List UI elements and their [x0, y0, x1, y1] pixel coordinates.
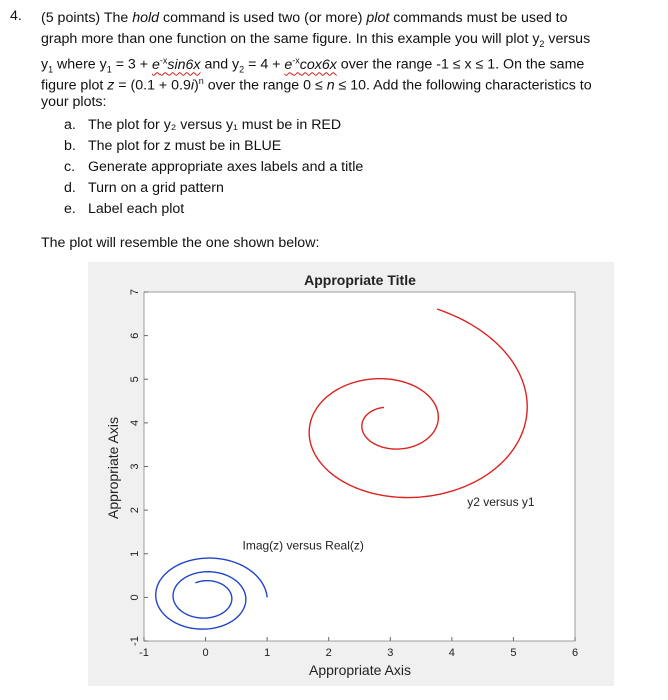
- x-tick-label: 4: [448, 647, 455, 659]
- annotation-y2-versus-y1: y2 versus y1: [467, 494, 535, 509]
- question-line-5: your plots:: [41, 94, 107, 110]
- list-item: c. Generate appropriate axes labels and a title: [64, 159, 364, 175]
- x-tick-label: 6: [571, 647, 579, 659]
- plot-area: [144, 292, 575, 641]
- question-line-1: (5 points) The hold command is used two (or more) plot commands must be used to: [41, 10, 568, 26]
- resemble-text: The plot will resemble the one shown below:: [41, 235, 320, 251]
- question-number: 4.: [10, 8, 22, 24]
- y-tick-label: 0: [129, 594, 141, 601]
- question-line-4: figure plot $z = (0.1 + 0.9i)^n$ over the range 0 ≤ n ≤ 10. Add the following characteristics to: [41, 76, 592, 94]
- list-item: e. Label each plot: [64, 201, 185, 217]
- question-line-2: graph more than one function on the same figure. In this example you will plot $y_2$ versus: [41, 31, 591, 49]
- x-tick-label: 0: [202, 647, 209, 659]
- chart-title: Appropriate Title: [304, 272, 416, 288]
- chart: [88, 262, 614, 686]
- y-axis-label: Appropriate Axis: [105, 417, 121, 519]
- list-item: d. Turn on a grid pattern: [64, 180, 224, 196]
- annotation-imag-versus-real: Imag(z) versus Real(z): [242, 538, 364, 553]
- list-item: b. The plot for z must be in BLUE: [64, 138, 282, 154]
- y-tick-label: 7: [129, 288, 141, 296]
- x-tick-label: 2: [325, 647, 332, 659]
- y-tick-label: 6: [129, 332, 141, 339]
- x-axis-label: Appropriate Axis: [309, 662, 411, 678]
- y-tick-label: 2: [129, 507, 141, 514]
- list-item: a. The plot for y₂ versus y₁ must be in RED: [64, 117, 342, 133]
- x-tick-label: 3: [387, 647, 394, 659]
- figure: [88, 262, 614, 686]
- y-tick-label: 5: [129, 376, 141, 383]
- x-tick-label: 1: [264, 647, 271, 659]
- y-tick-label: 4: [129, 419, 141, 426]
- x-tick-label: -1: [139, 647, 149, 659]
- y-tick-label: 1: [129, 550, 141, 557]
- question-line-3: $y_1$ where $y_1 = 3 + e^{-x}\sin 6x$ and $y_2 = 4 + e^{-x}cox6x$ over the range -1 ≤ x ≤ 1. On the same: [41, 55, 585, 75]
- y-tick-label: -1: [129, 636, 141, 646]
- y-tick-label: 3: [129, 463, 141, 470]
- x-tick-label: 5: [510, 647, 517, 659]
